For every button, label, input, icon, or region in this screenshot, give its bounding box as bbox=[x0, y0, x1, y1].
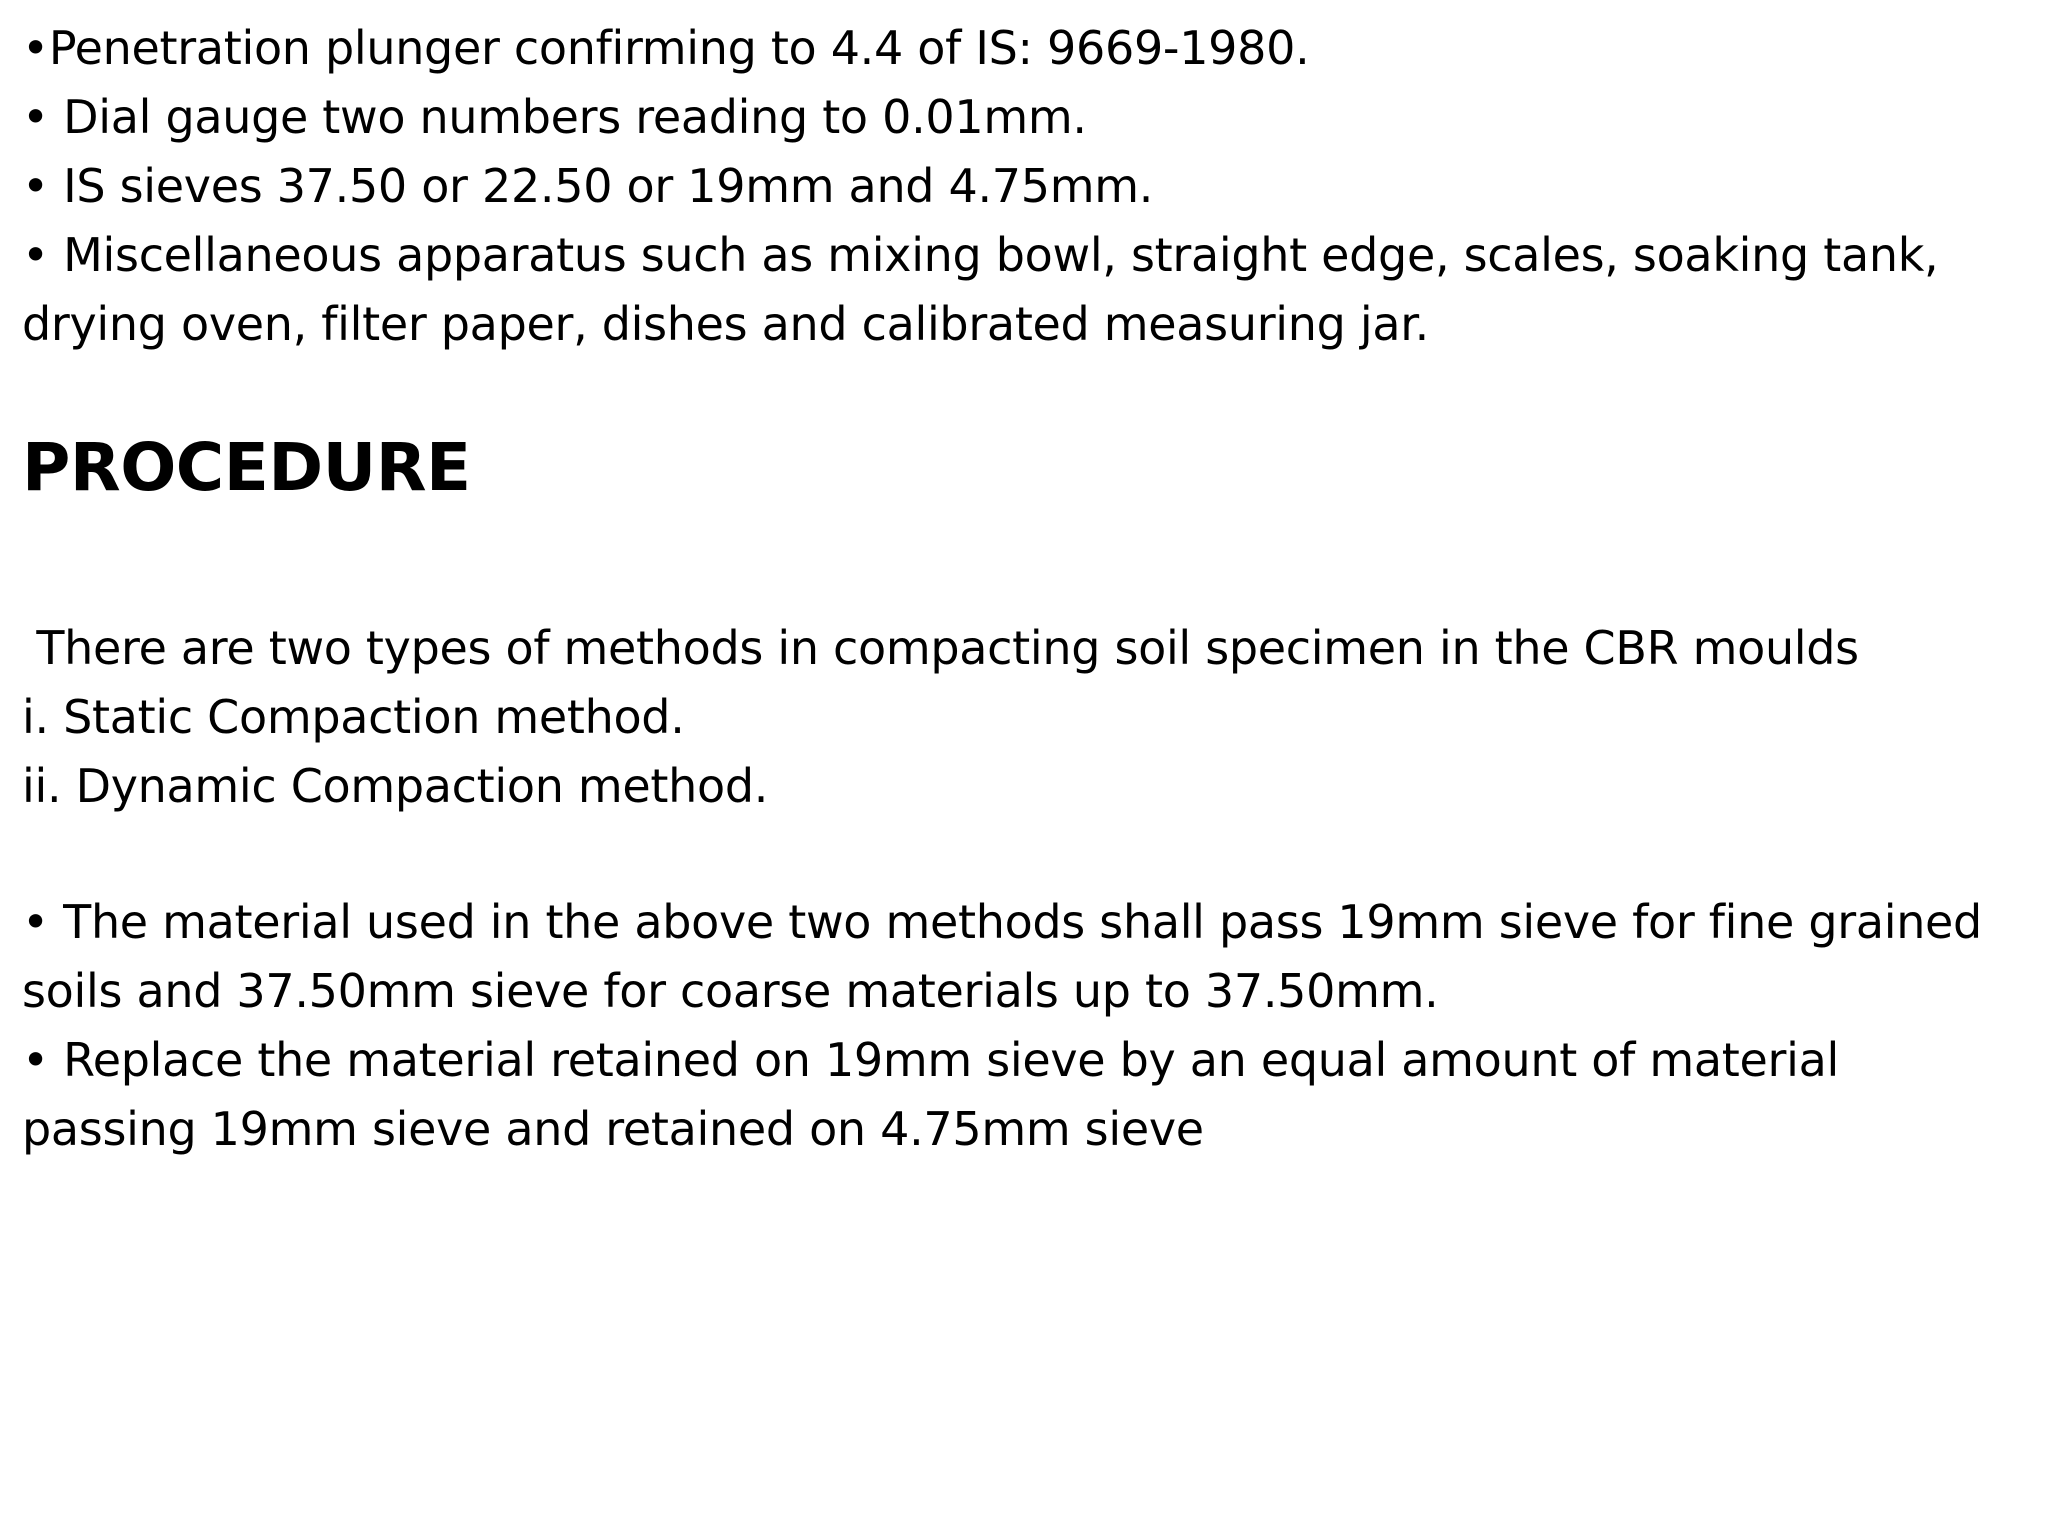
procedure-intro-block bbox=[22, 614, 2022, 821]
step-material-line-1: • The material used in the above two methods shall pass 19mm sieve for fine grained bbox=[22, 895, 1982, 949]
equipment-item-dial-gauge: • Dial gauge two numbers reading to 0.01mm. bbox=[22, 90, 1087, 144]
procedure-heading: PROCEDURE bbox=[22, 429, 471, 506]
step-material-line-2: soils and 37.50mm sieve for coarse materials up to 37.50mm. bbox=[22, 964, 1439, 1018]
procedure-steps bbox=[22, 888, 2022, 1164]
method-static: i. Static Compaction method. bbox=[22, 690, 685, 744]
step-replace-line-1: • Replace the material retained on 19mm sieve by an equal amount of material bbox=[22, 1033, 1839, 1087]
equipment-item-sieves: • IS sieves 37.50 or 22.50 or 19mm and 4.75mm. bbox=[22, 159, 1154, 213]
method-dynamic: ii. Dynamic Compaction method. bbox=[22, 759, 769, 813]
equipment-list bbox=[22, 14, 2022, 359]
procedure-intro-text: There are two types of methods in compacting soil specimen in the CBR moulds bbox=[22, 621, 1859, 675]
equipment-item-misc-line-1: • Miscellaneous apparatus such as mixing bowl, straight edge, scales, soaking tank, bbox=[22, 228, 1939, 282]
step-replace-line-2: passing 19mm sieve and retained on 4.75mm sieve bbox=[22, 1102, 1204, 1156]
equipment-item-plunger: •Penetration plunger confirming to 4.4 of IS: 9669-1980. bbox=[22, 21, 1310, 75]
equipment-item-misc-line-2: drying oven, filter paper, dishes and calibrated measuring jar. bbox=[22, 297, 1429, 351]
